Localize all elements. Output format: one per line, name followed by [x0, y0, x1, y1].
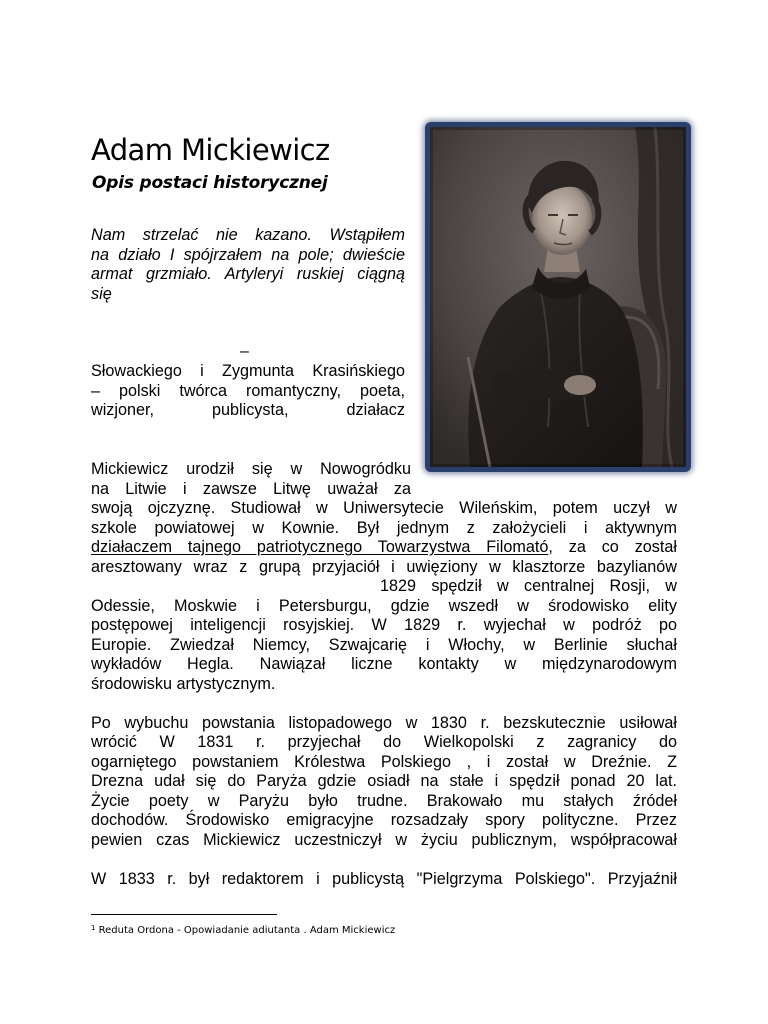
- quote-block: [91, 226, 405, 304]
- paragraph-line: dochodów. Środowisko emigracyjne rozsadzały spory polityczne. Przez: [91, 811, 677, 829]
- paragraph-gap: [91, 850, 677, 870]
- quote-line: się: [91, 284, 112, 303]
- paragraph-line: Drezna udał się do Paryża gdzie osiadł na stałe i spędził ponad 20 lat.: [91, 772, 677, 790]
- paragraph-line: środowisku artystycznym.: [91, 674, 276, 693]
- footnote-text: Reduta Ordona - Opowiadanie adiutanta . Adam Mickiewicz: [95, 925, 396, 936]
- filomaci-link[interactable]: działaczem tajnego patriotycznego Towarzystwa Filomató: [91, 538, 549, 556]
- paragraph-line: postępowej inteligencji rosyjskiej. W 1829 r. wyjechał w podróż po: [91, 616, 677, 634]
- paragraph-gap: [91, 694, 677, 714]
- quote-line: armat grzmiało. Artyleryi ruskiej ciągną: [91, 265, 405, 283]
- paragraph-line: [91, 538, 677, 558]
- quote-line: Nam strzelać nie kazano. Wstąpiłem: [91, 226, 405, 244]
- bio-lead-line: – polski twórca romantyczny, poeta,: [91, 381, 405, 400]
- paragraph-line: Europie. Zwiedzał Niemcy, Szwajcarię i Włochy, w Berlinie słuchał: [91, 635, 677, 654]
- footnote-divider: [91, 914, 277, 915]
- paragraph-line: ogarniętego powstaniem Królestwa Polskiego , i został w Dreźnie. Z: [91, 752, 677, 771]
- page-title: Adam Mickiewicz: [91, 133, 330, 167]
- page-subtitle: Opis postaci historycznej: [92, 173, 328, 193]
- footnote: [91, 921, 395, 938]
- paragraph-line: pewien czas Mickiewicz uczestniczył w życiu publicznym, współpracował: [91, 830, 677, 849]
- paragraph-line: swoją ojczyznę. Studiował w Uniwersytecie Wileńskim, potem uczył w: [91, 499, 677, 517]
- bio-lead-line: Słowackiego i Zygmunta Krasińskiego: [91, 362, 405, 380]
- footnote-marker: 1: [91, 924, 96, 932]
- bio-lead-line: wizjoner, publicysta, działacz: [91, 401, 405, 419]
- paragraph-line: Mickiewicz urodził się w Nowogródku: [91, 460, 411, 478]
- portrait-image: [425, 122, 691, 472]
- paragraph-line: na Litwie i zawsze Litwę uważał za: [91, 479, 411, 498]
- paragraph-line: aresztowany wraz z grupą przyjaciół i uwięziony w klasztorze bazylianów: [91, 557, 677, 576]
- dash-mark: –: [240, 343, 249, 360]
- paragraph-line-rest: , za co został: [548, 538, 677, 556]
- bio-lead: [91, 362, 405, 421]
- paragraph-line: Po wybuchu powstania listopadowego w 1830 r. bezskutecznie usiłował: [91, 713, 677, 732]
- quote-line: na działo I spójrzałem na pole; dwieście: [91, 245, 405, 264]
- paragraph-line: wrócić W 1831 r. przyjechał do Wielkopolski z zagranicy do: [91, 733, 677, 751]
- paragraph-line: 1829 spędził w centralnej Rosji, w: [380, 577, 677, 595]
- paragraph-line: wykładów Hegla. Nawiązał liczne kontakty w międzynarodowym: [91, 655, 677, 673]
- paragraph-line: szkole powiatowej w Kownie. Był jednym z założycieli i aktywnym: [91, 518, 677, 537]
- paragraph-line: W 1833 r. był redaktorem i publicystą "Pielgrzyma Polskiego". Przyjaźnił: [91, 869, 677, 888]
- portrait-illustration: [430, 127, 686, 467]
- paragraph-line: Odessie, Moskwie i Petersburgu, gdzie wszedł w środowisko elity: [91, 596, 677, 615]
- paragraph-line: Życie poety w Paryżu było trudne. Brakowało mu stałych źródeł: [91, 791, 677, 810]
- body-text: [91, 460, 677, 889]
